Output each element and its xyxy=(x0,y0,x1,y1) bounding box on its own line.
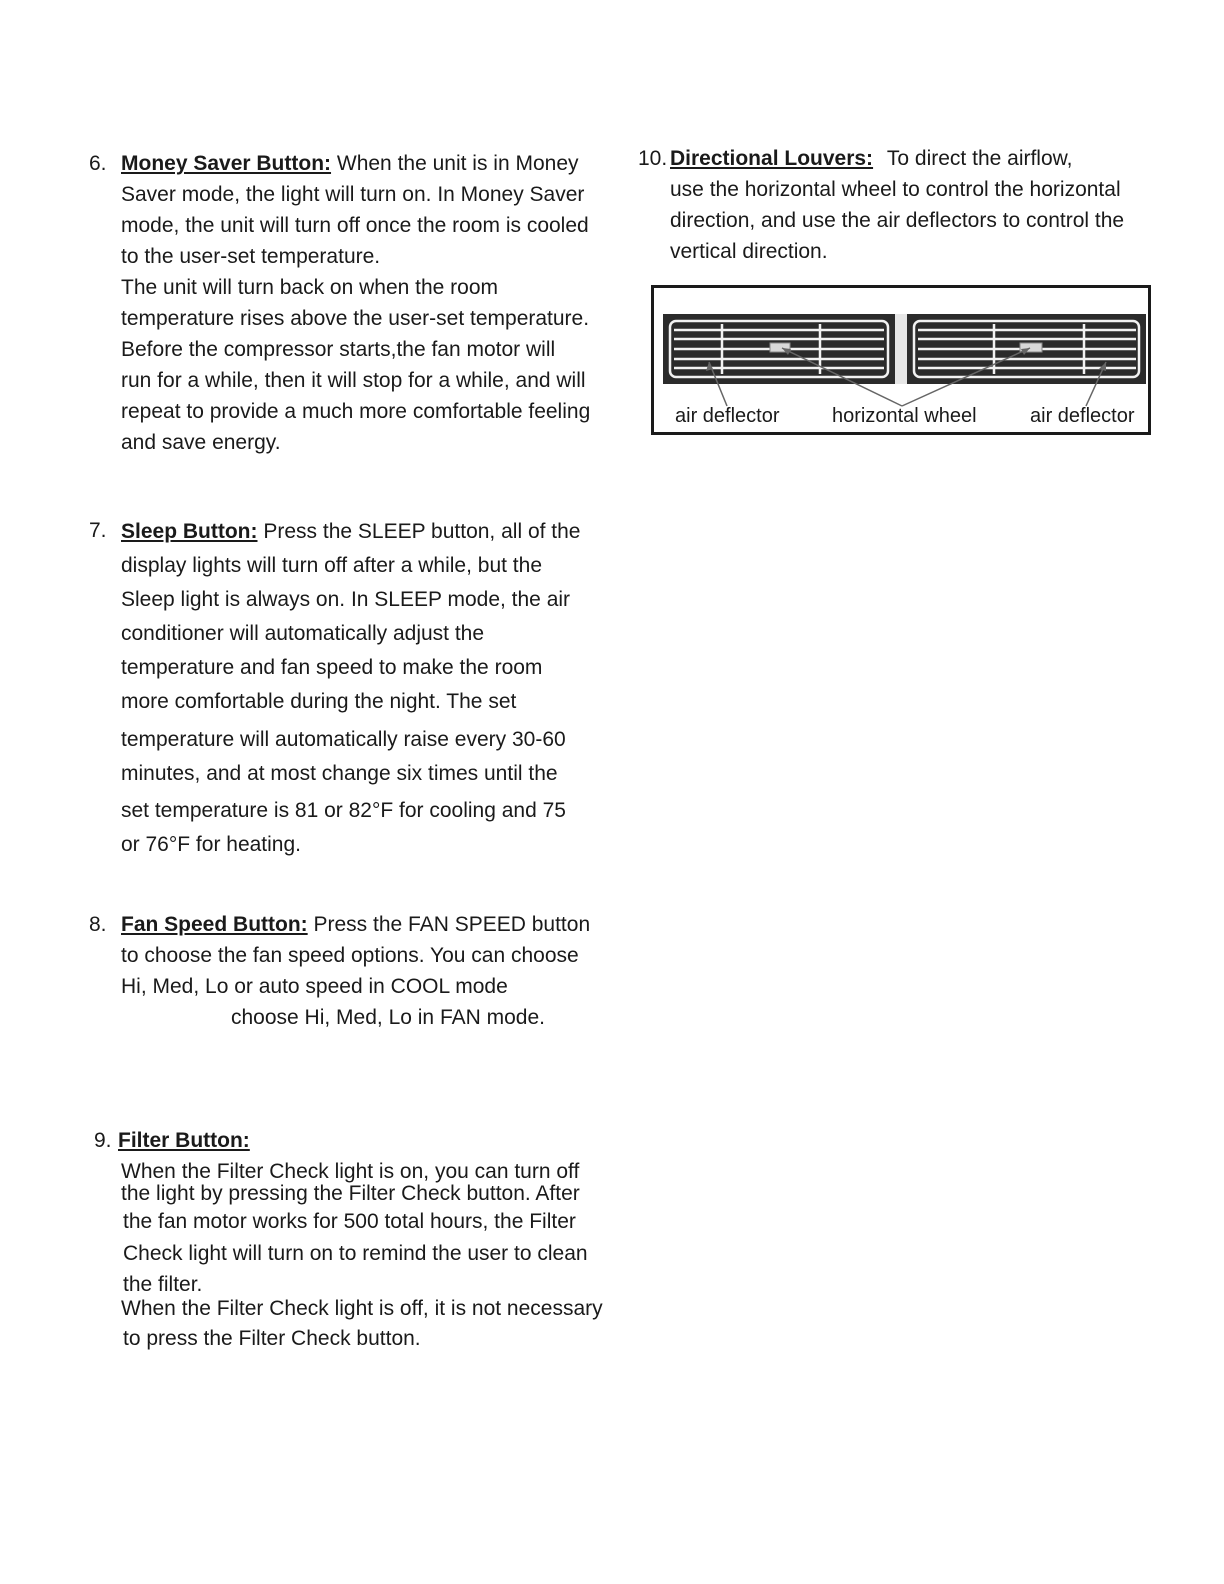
text-line: Saver mode, the light will turn on. In Money Saver xyxy=(121,183,585,206)
item-number-8: 8. xyxy=(89,913,107,936)
item-number-7: 7. xyxy=(89,519,107,542)
item-number-6: 6. xyxy=(89,152,107,175)
text-line: the light by pressing the Filter Check button. After xyxy=(121,1182,580,1205)
heading-fan-speed: Fan Speed Button: xyxy=(121,913,308,936)
text-line: more comfortable during the night. The set xyxy=(121,690,517,713)
text-line: display lights will turn off after a while, but the xyxy=(121,554,542,577)
text-line: conditioner will automatically adjust the xyxy=(121,622,485,645)
text-line: the fan motor works for 500 total hours, the Filter xyxy=(123,1210,576,1233)
item-number-9: 9. xyxy=(94,1129,112,1152)
text-line: vertical direction. xyxy=(670,240,828,263)
text-line: When the unit is in Money xyxy=(336,152,579,175)
label-air-deflector-left: air deflector xyxy=(675,405,780,427)
left-vent xyxy=(670,321,888,377)
text-line: mode, the unit will turn off once the room is cooled xyxy=(121,214,589,237)
section-fan-speed xyxy=(121,909,590,1033)
text-line: set temperature is 81 or 82°F for cooling and 75 xyxy=(121,799,566,822)
louver-figure xyxy=(651,285,1151,435)
text-line: Check light will turn on to remind the user to clean xyxy=(123,1242,588,1265)
text-line: Sleep light is always on. In SLEEP mode, the air xyxy=(121,588,571,611)
text-line: Press the SLEEP button, all of the xyxy=(263,520,581,543)
text-line: Hi, Med, Lo or auto speed in COOL mode xyxy=(121,975,508,998)
text-line: or 76°F for heating. xyxy=(121,833,301,856)
label-horizontal-wheel: horizontal wheel xyxy=(832,405,977,427)
text-line: choose Hi, Med, Lo in FAN mode. xyxy=(231,1006,545,1029)
section-directional-louvers xyxy=(670,143,1124,267)
section-money-saver xyxy=(121,148,590,458)
text-line: minutes, and at most change six times until the xyxy=(121,762,558,785)
text-line: To direct the airflow, xyxy=(886,147,1073,170)
vent-divider xyxy=(895,314,907,384)
text-line: to the user-set temperature. xyxy=(121,245,381,268)
heading-money-saver: Money Saver Button: xyxy=(121,152,332,175)
text-line: The unit will turn back on when the room xyxy=(121,276,499,299)
text-line: to press the Filter Check button. xyxy=(123,1327,421,1350)
heading-sleep: Sleep Button: xyxy=(121,520,258,543)
text-line: direction, and use the air deflectors to control the xyxy=(670,209,1125,232)
text-line: use the horizontal wheel to control the horizontal xyxy=(670,178,1121,201)
section-filter xyxy=(118,1127,603,1353)
text-line: When the Filter Check light is off, it is not necessary xyxy=(121,1297,603,1320)
text-line: repeat to provide a much more comfortable feeling xyxy=(121,400,591,423)
text-line: the filter. xyxy=(123,1273,203,1296)
text-line: temperature and fan speed to make the room xyxy=(121,656,543,679)
text-line: Press the FAN SPEED button xyxy=(313,913,591,936)
text-line: temperature rises above the user-set temperature. xyxy=(121,307,590,330)
text-line: and save energy. xyxy=(121,431,281,454)
text-line: to choose the fan speed options. You can choose xyxy=(121,944,579,967)
text-line: temperature will automatically raise every 30-60 xyxy=(121,728,566,751)
text-line: run for a while, then it will stop for a while, and will xyxy=(121,369,586,392)
heading-filter: Filter Button: xyxy=(118,1129,250,1152)
item-number-10: 10. xyxy=(638,147,668,170)
section-sleep xyxy=(121,515,581,862)
text-line: Before the compressor starts,the fan motor will xyxy=(121,338,556,361)
text-line: When the Filter Check light is on, you can turn off xyxy=(121,1160,580,1183)
label-air-deflector-right: air deflector xyxy=(1030,405,1135,427)
heading-directional-louvers: Directional Louvers: xyxy=(670,147,874,170)
